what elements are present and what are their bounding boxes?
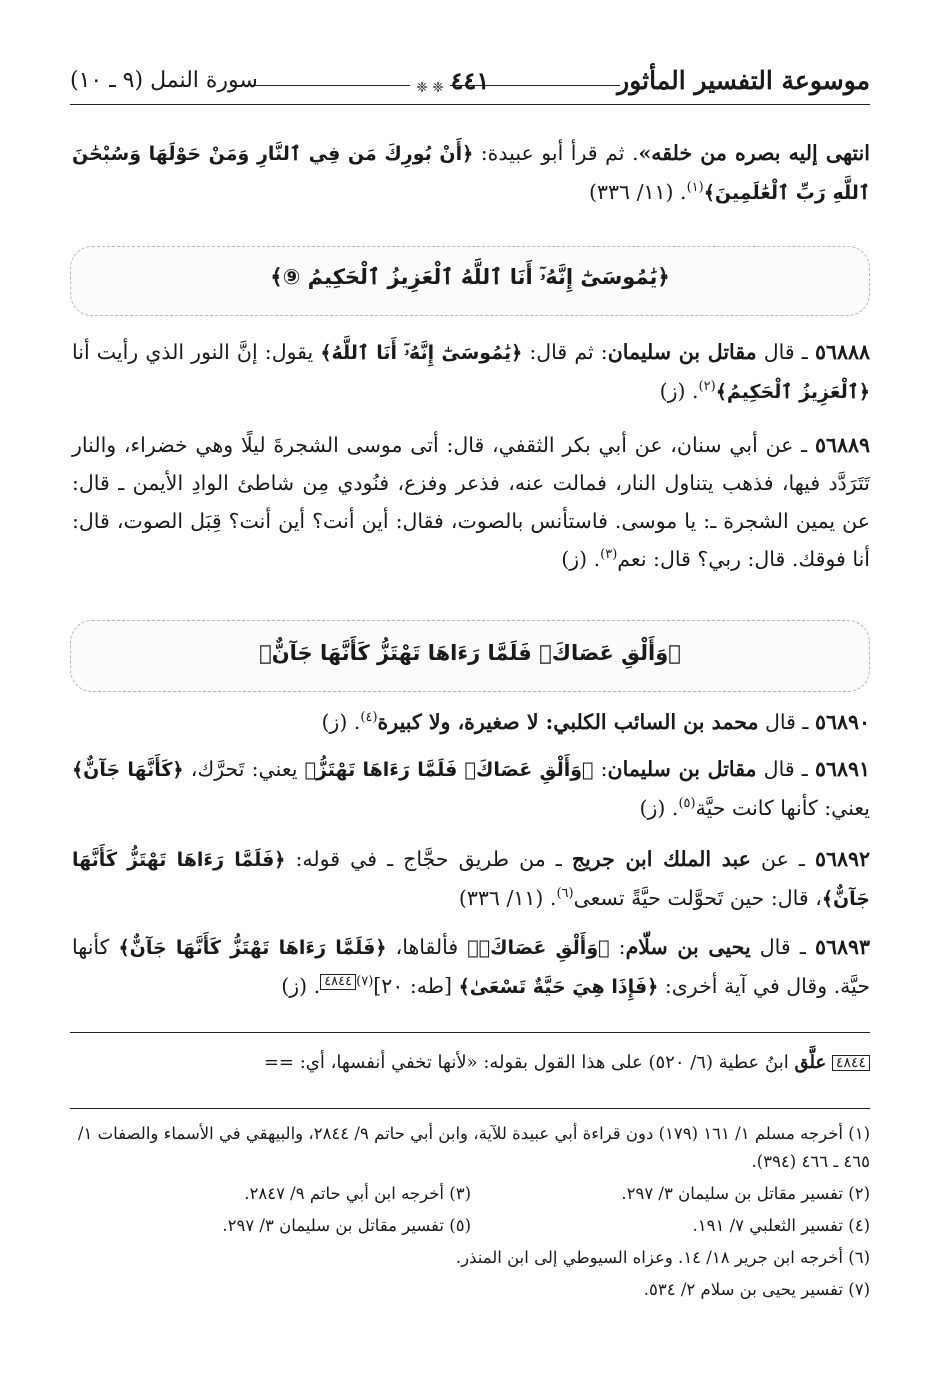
verse-frame — [70, 620, 870, 692]
footnote-separator — [70, 1108, 870, 1109]
text-segment: ـ قال — [750, 935, 815, 959]
quran-verse: ﴿أَنْ بُورِكَ مَن فِي ٱلنَّارِ وَمَنْ حَوْلَهَا وَسُبْحَٰنَ ٱللَّهِ رَبِّ ٱلْعَٰلَمِينَ﴾ — [72, 143, 870, 204]
verse-frame — [70, 246, 870, 316]
book-title: موسوعة التفسير المأثور — [617, 66, 870, 95]
text-segment: : — [593, 757, 608, 781]
text-segment: . (ز) — [321, 710, 361, 734]
text-segment: . (ز) — [639, 796, 679, 820]
footnote-ref[interactable]: (١) — [686, 180, 704, 196]
text-segment: [طه: ٢٠] — [373, 974, 459, 998]
narration-56889 — [72, 426, 870, 578]
narration-number: ٥٦٨٩٢ — [814, 847, 871, 871]
footnote-4: (٤) تفسير الثعلبي ٧/ ١٩١. — [692, 1216, 870, 1235]
narration-56893 — [72, 928, 870, 1006]
text-segment: ـ قال — [756, 757, 815, 781]
surah-label: سورة النمل (٩ ـ ١٠) — [70, 68, 258, 93]
verse-9: ﴿يَٰمُوسَىٰٓ إِنَّهُۥٓ أَنَا ٱللَّهُ ٱلْعَزِيزُ ٱلْحَكِيمُ ⑨﴾ — [270, 265, 670, 289]
narration-56890 — [72, 703, 870, 741]
text-segment: ـ من طريق حجَّاج ـ في قوله: — [285, 847, 572, 871]
quran-verse: ﴿فَلَمَّا رَءَاهَا تَهْتَزُّ كَأَنَّهَا جَآنٌّ﴾ — [72, 849, 870, 910]
footnote-ref[interactable]: (٧) — [356, 974, 374, 990]
footnote-7: (٧) تفسير يحيى بن سلام ٢/ ٥٣٤. — [643, 1280, 870, 1299]
volume-ref: . (١١/ ٣٣٦) — [589, 180, 687, 204]
note-number-box: ٤٨٤٤ — [832, 1055, 870, 1071]
narration-56891 — [72, 750, 870, 827]
narration-56892 — [72, 840, 870, 918]
narrator-name: يحيى بن سلّام — [625, 935, 751, 959]
narration-number: ٥٦٨٩٣ — [814, 935, 870, 959]
text-segment: : — [609, 935, 626, 959]
running-header — [70, 66, 870, 102]
text-segment: ، قال: حين تَحوَّلت حيَّةً تسعى — [573, 886, 822, 910]
quran-verse: ﴿وَأَلْقِ عَصَاكَۚ فَلَمَّا رَءَاهَا تَهْتَزُّ﴾ — [304, 759, 594, 781]
text-segment: يعني: كأنها كانت حيَّة — [695, 796, 870, 820]
footnote-ref[interactable]: (٦) — [556, 886, 574, 902]
narration-56888 — [72, 333, 870, 411]
quran-verse: ﴿كَأَنَّهَا جَآنٌّ﴾ — [72, 759, 184, 781]
footnote-ref[interactable]: (٤) — [360, 710, 378, 726]
quran-verse: ﴿وَأَلْقِ عَصَاكَۚ﴾ — [467, 937, 610, 959]
text-segment: . (ز) — [561, 547, 601, 571]
note-bold: علَّق — [794, 1052, 827, 1073]
header-line-left — [255, 85, 410, 86]
narrator-name: محمد بن السائب الكلبي — [553, 710, 759, 734]
editor-note-4844 — [72, 1044, 870, 1082]
footnote-ref[interactable]: (٣) — [600, 547, 618, 563]
verse-10: ﴿وَأَلْقِ عَصَاكَۚ فَلَمَّا رَءَاهَا تَهْتَزُّ كَأَنَّهَا جَآنٌّ﴾ — [259, 641, 681, 665]
text-segment: . (ز) — [659, 379, 699, 403]
narration-number: ٥٦٨٩١ — [814, 757, 870, 781]
text-segment: : ثم قال: — [522, 340, 608, 364]
page-number: ٤٤١ — [450, 66, 490, 95]
footnote-ref[interactable]: (٢) — [698, 379, 716, 395]
header-rule — [70, 104, 870, 105]
text-segment: ـ قال — [756, 340, 815, 364]
narrator-name: مقاتل بن سليمان — [607, 340, 757, 364]
text-segment: ـ قال — [758, 710, 815, 734]
footnote-2: (٢) تفسير مقاتل بن سليمان ٣/ ٢٩٧. — [621, 1184, 870, 1203]
intro-text: . ثم قرأ أبو عبيدة: — [473, 141, 639, 165]
narration-number: ٥٦٨٩٠ — [814, 710, 870, 734]
text-segment: ـ عن — [750, 847, 815, 871]
footnote-1: (١) أخرجه مسلم ١/ ١٦١ (١٧٩) دون قراءة أبي عبيدة للآية، وابن أبي حاتم ٩/ ٢٨٤٤، والبيهقي في الأسماء والصفات ١/ ٤٦٥ ـ ٤٦٦ (٣٩٤). — [77, 1124, 870, 1171]
footnote-ref[interactable]: (٥) — [678, 796, 696, 812]
ornament-icon: ❈ — [416, 80, 428, 96]
note-ref-box[interactable]: ٤٨٤٤ — [320, 974, 356, 990]
narration-number: ٥٦٨٨٩ — [814, 433, 870, 457]
note-text: ابنُ عطية (٦/ ٥٢٠) على هذا القول بقوله: «لأنها تخفي أنفسها، أي: == — [263, 1052, 795, 1073]
quran-verse: ﴿فَلَمَّا رَءَاهَا تَهْتَزُّ كَأَنَّهَا جَآنٌّ﴾ — [118, 937, 387, 959]
text-segment: يعني: تَحرَّك، — [183, 757, 305, 781]
ornament-icon: ❈ — [432, 80, 444, 96]
footnote-5: (٥) تفسير مقاتل بن سليمان ٣/ ٢٩٧. — [222, 1216, 471, 1235]
quran-verse: ﴿ٱلْعَزِيزُ ٱلْحَكِيمُ﴾ — [715, 381, 870, 403]
text-segment: . (١١/ ٣٣٦) — [458, 886, 557, 910]
text-segment: ـ عن أبي سنان، عن أبي بكر الثقفي، قال: أتى موسى الشجرةَ ليلًا وهي خضراء، والنار تَتَرَدَّد فيها، فذهب يتناول النار، فمالت عنه، فذعر وفزع، فنُودي مِن شاطئ الوادِ الأيمن ـ قال: عن يمين الشجرة ـ: يا موسى. فاستأنس بالصوت، فقال: أين أنت؟ أين أنت؟ قِبَل الصوت، قال: أنا فوقك. قال: ربي؟ قال: نعم — [72, 433, 870, 571]
narrator-name: مقاتل بن سليمان — [607, 757, 757, 781]
footnote-3: (٣) أخرجه ابن أبي حاتم ٩/ ٢٨٤٧. — [244, 1184, 471, 1203]
text-segment: فألقاها، — [386, 935, 468, 959]
text-segment: كأنها حيَّة. وقال في آية أخرى: — [72, 935, 870, 998]
quran-verse: ﴿فَإِذَا هِيَ حَيَّةٌ تَسْعَىٰ﴾ — [458, 976, 659, 998]
text-segment: : لا صغيرة، ولا كبيرة — [377, 710, 554, 734]
footnote-6: (٦) أخرجه ابن جرير ١٨/ ١٤. وعزاه السيوطي إلى ابن المنذر. — [455, 1248, 870, 1267]
narrator-name: عبد الملك ابن جريج — [571, 847, 751, 871]
intro-bold: انتهى إليه بصره من خلقه» — [638, 141, 870, 165]
text-segment: . (ز) — [281, 974, 321, 998]
quran-verse: ﴿يَٰمُوسَىٰٓ إِنَّهُۥٓ أَنَا ٱللَّهُ﴾ — [320, 342, 523, 364]
text-segment: يقول: إنَّ النور الذي رأيت أنا — [72, 340, 321, 364]
narration-number: ٥٦٨٨٨ — [814, 340, 870, 364]
note-separator — [70, 1032, 870, 1033]
intro-paragraph — [72, 134, 870, 212]
footnotes — [72, 1120, 870, 1320]
